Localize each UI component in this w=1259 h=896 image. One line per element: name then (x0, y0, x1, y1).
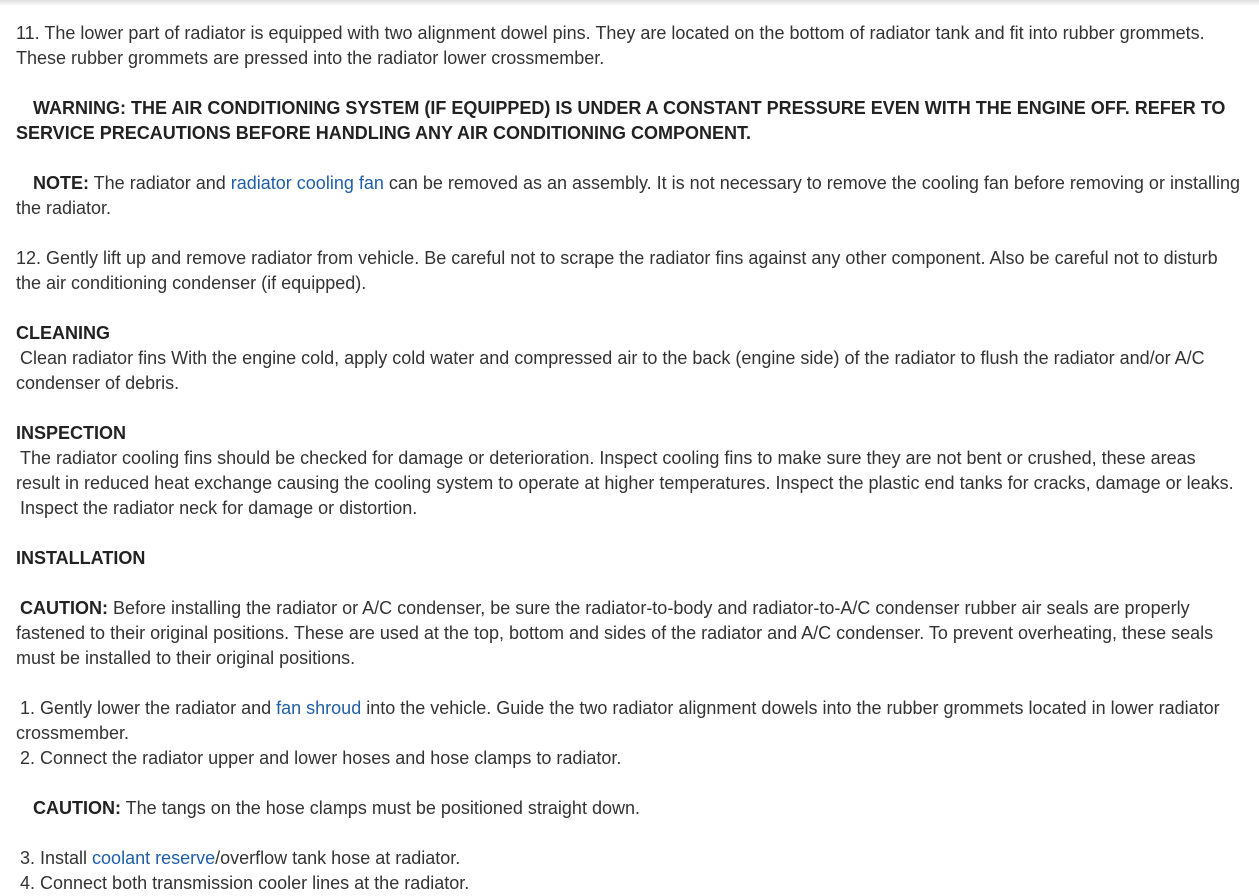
installation-step-2: 2. Connect the radiator upper and lower hoses and hose clamps to radiator. (20, 748, 622, 768)
document-body (16, 21, 1244, 896)
warning-paragraph: WARNING: THE AIR CONDITIONING SYSTEM (IF EQUIPPED) IS UNDER A CONSTANT PRESSURE EVEN WITH THE ENGINE OFF. REFER TO SERVICE PRECAUTIONS BEFORE HANDLING ANY AIR CONDITIONING COMPONENT. (16, 98, 1226, 143)
caution-label-2: CAUTION: (33, 798, 121, 818)
note-label: NOTE: (33, 173, 89, 193)
step-3-text-end: /overflow tank hose at radiator. (215, 848, 461, 868)
coolant-reserve-link[interactable]: coolant reserve (92, 848, 216, 868)
top-shadow (0, 0, 1259, 6)
removal-step-12: 12. Gently lift up and remove radiator from vehicle. Be careful not to scrape the radiator fins against any other component. Also be careful not to disturb the air conditioning condenser (if equipped). (16, 248, 1218, 293)
note-paragraph (16, 171, 1244, 221)
removal-step-11: 11. The lower part of radiator is equipped with two alignment dowel pins. They are located on the bottom of radiator tank and fit into rubber grommets. These rubber grommets are pressed into the radiator lower crossmember. (16, 23, 1205, 68)
hose-clamp-caution-paragraph (16, 796, 1244, 821)
caution-label: CAUTION: (20, 598, 108, 618)
step-3-text-start: 3. Install (20, 848, 93, 868)
radiator-cooling-fan-link[interactable]: radiator cooling fan (230, 173, 384, 193)
installation-step-1 (16, 696, 1244, 746)
step-1-text-start: 1. Gently lower the radiator and (20, 698, 277, 718)
installation-step-4: 4. Connect both transmission cooler lines at the radiator. (20, 873, 470, 893)
installation-step-3 (16, 846, 1244, 871)
note-text-start: The radiator and (89, 173, 231, 193)
installation-caution-paragraph (16, 596, 1244, 671)
caution-text-2: The tangs on the hose clamps must be positioned straight down. (121, 798, 640, 818)
installation-heading: INSTALLATION (16, 548, 146, 568)
inspection-text-neck: Inspect the radiator neck for damage or distortion. (20, 498, 418, 518)
inspection-heading: INSPECTION (16, 423, 127, 443)
caution-text: Before installing the radiator or A/C condenser, be sure the radiator-to-body and radiator-to-A/C condenser rubber air seals are properly fastened to their original positions. These are used at the top, bottom and sides of the radiator and A/C condenser. To prevent overheating, these seals must be installed to their original positions. (16, 598, 1214, 668)
fan-shroud-link[interactable]: fan shroud (276, 698, 362, 718)
cleaning-text: Clean radiator fins With the engine cold, apply cold water and compressed air to the back (engine side) of the radiator to flush the radiator and/or A/C condenser of debris. (16, 348, 1205, 393)
step-1-text-end: into the vehicle. Guide the two radiator alignment dowels into the rubber grommets located in lower radiator crossmember. (16, 698, 1220, 743)
note-text-end: can be removed as an assembly. It is not necessary to remove the cooling fan before removing or installing the radiator. (16, 173, 1240, 218)
inspection-text: The radiator cooling fins should be checked for damage or deterioration. Inspect cooling fins to make sure they are not bent or crushed, these areas result in reduced heat exchange causing the cooling system to operate at higher temperatures. Inspect the plastic end tanks for cracks, damage or leaks. (16, 448, 1234, 493)
cleaning-heading: CLEANING (16, 323, 110, 343)
